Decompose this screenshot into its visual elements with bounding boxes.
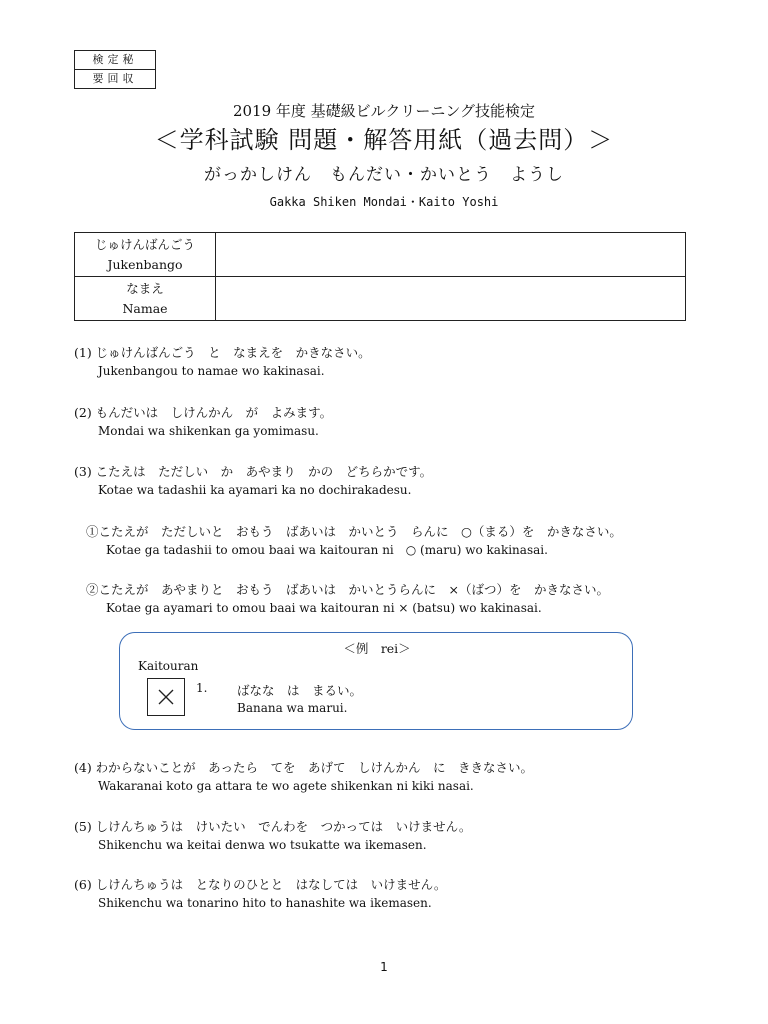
instruction-3-incorrect-jp: ②こたえが あやまりと おもう ばあいは かいとうらんに ×（ばつ）を かきなさい。	[86, 582, 609, 597]
instruction-3-correct-ro: Kotae ga tadashii to omou baai wa kaitouran ni ○ (maru) wo kakinasai.	[106, 543, 548, 557]
example-answer-label: Kaitouran	[138, 659, 199, 673]
name-label-jp: なまえ	[126, 280, 164, 296]
table-row	[75, 277, 686, 321]
instruction-5	[74, 818, 471, 854]
instruction-3-incorrect	[86, 581, 609, 617]
example-question-ro: Banana wa marui.	[237, 701, 348, 715]
example-answer-box	[147, 678, 185, 716]
exam-number-label	[75, 233, 216, 277]
instruction-4-ro: Wakaranai koto ga attara te wo agete shikenkan ni kiki nasai.	[98, 779, 474, 793]
name-field[interactable]	[216, 277, 686, 321]
instruction-3-correct	[86, 523, 622, 559]
romanized-title: Gakka Shiken Mondai・Kaito Yoshi	[269, 195, 499, 209]
stamp-line-collect: 要回収	[92, 72, 138, 85]
table-row	[75, 233, 686, 277]
name-label-ro: Namae	[122, 300, 168, 316]
instruction-1	[74, 344, 371, 380]
page-title: ＜学科試験 問題・解答用紙（過去問）＞	[154, 126, 614, 154]
instruction-1-ro: Jukenbangou to namae wo kakinasai.	[98, 364, 325, 378]
example-heading: ＜例 rei＞	[343, 641, 411, 656]
instruction-2-jp: (2) もんだいは しけんかん が よみます。	[74, 405, 333, 420]
instruction-3-ro: Kotae wa tadashii ka ayamari ka no dochirakadesu.	[98, 483, 412, 497]
exam-number-label-ro: Jukenbango	[107, 256, 183, 272]
example-number: 1.	[196, 681, 208, 695]
cross-icon	[148, 679, 184, 715]
exam-number-label-jp: じゅけんばんごう	[94, 236, 195, 252]
instruction-6-jp: (6) しけんちゅうは となりのひとと はなしては いけません。	[74, 877, 447, 892]
stamp-line-confidential: 検定秘	[75, 51, 155, 70]
instruction-2	[74, 404, 332, 440]
instruction-6-ro: Shikenchu wa tonarino hito to hanashite wa ikemasen.	[98, 896, 432, 910]
kana-title: がっかしけん もんだい・かいとう ようし	[204, 165, 564, 185]
instruction-5-ro: Shikenchu wa keitai denwa wo tsukatte wa ikemasen.	[98, 838, 427, 852]
instruction-5-jp: (5) しけんちゅうは けいたい でんわを つかっては いけません。	[74, 819, 472, 834]
exam-number-field[interactable]	[216, 233, 686, 277]
examinee-info-table	[74, 232, 686, 321]
instruction-4	[74, 759, 533, 795]
instruction-2-ro: Mondai wa shikenkan ga yomimasu.	[98, 424, 319, 438]
instruction-3	[74, 463, 432, 499]
instruction-6	[74, 876, 446, 912]
instruction-3-jp: (3) こたえは ただしい か あやまり かの どちらかです。	[74, 464, 433, 479]
exam-subtitle: 2019 年度 基礎級ビルクリーニング技能検定	[232, 102, 536, 120]
instruction-1-jp: (1) じゅけんばんごう と なまえを かきなさい。	[74, 345, 371, 360]
instruction-3-correct-jp: ①こたえが ただしいと おもう ばあいは かいとう らんに ○（まる）を かきなさい。	[86, 524, 622, 539]
name-label	[75, 277, 216, 321]
example-box	[119, 632, 633, 730]
instruction-3-incorrect-ro: Kotae ga ayamari to omou baai wa kaitouran ni × (batsu) wo kakinasai.	[106, 601, 542, 615]
example-question-jp: ばなな は まるい。	[237, 683, 363, 698]
confidential-stamp	[74, 50, 156, 89]
page-number: 1	[380, 960, 388, 974]
instruction-4-jp: (4) わからないことが あったら てを あげて しけんかん に ききなさい。	[74, 760, 534, 775]
